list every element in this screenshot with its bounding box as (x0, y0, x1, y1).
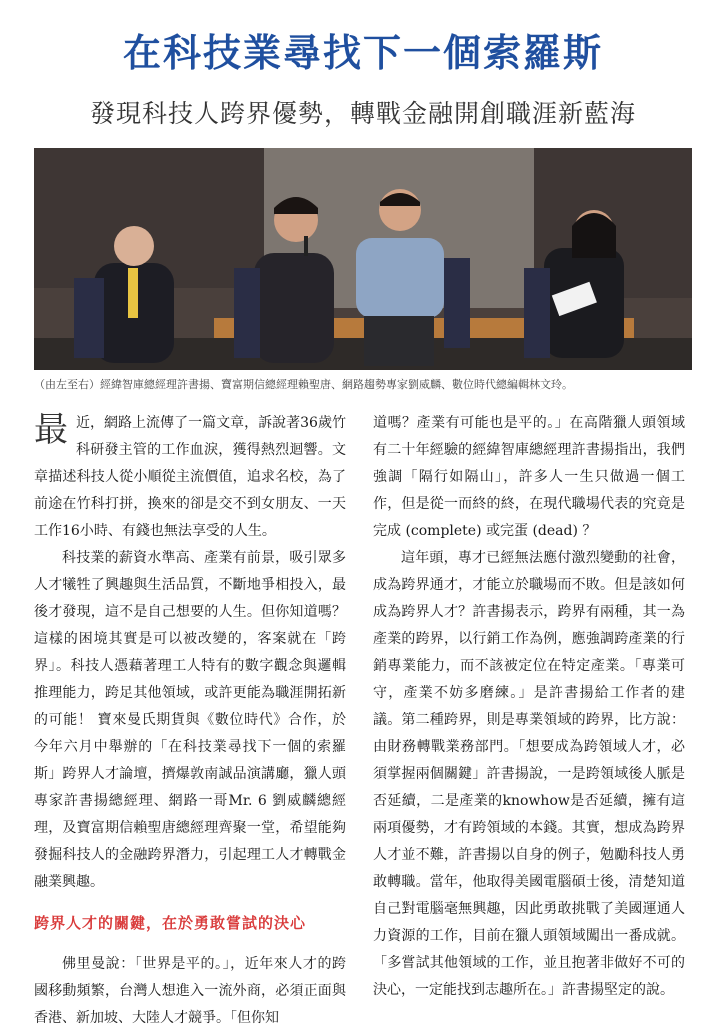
article-title: 在科技業尋找下一個索羅斯 (122, 31, 603, 75)
paragraph-text: 近，網路上流傳了一篇文章，訴說著36歲竹科研發主管的工作血淚，獲得熱烈迴響。文章描述科技人從小順從主流價值，追求名校，為了前途在竹科打拼，換來的卻是交不到女朋友、一天工作16小時、有錢也無法享受的人生。 (34, 415, 346, 539)
photo-caption: （由左至右）經緯智庫總經理許書揚、寶富期信總經理賴聖唐、網路趨勢專家劉威麟、數位時代總編輯林文玲。 (34, 378, 573, 391)
paragraph: 道嗎？產業有可能也是平的。」在高階獵人頭領域有二十年經驗的經緯智庫總經理許書揚指出，我們強調「隔行如隔山」，許多人一生只做過一個工作，但是從一而終的終，在現代職場代表的究竟是完成 (complete) 或完蛋 (dead) ？ (373, 415, 685, 539)
paragraph: 科技業的薪資水準高、產業有前景，吸引眾多人才犧牲了興趣與生活品質，不斷地爭相投入，最後才發現，這不是自己想要的人生。但你知道嗎？這樣的困境其實是可以被改變的，客案就在「跨界」。科技人憑藉著理工人特有的數字觀念與邏輯推理能力，跨足其他領域，或許更能為職涯開拓新的可能！ 寶來曼氏期貨與《數位時代》合作，於今年六月中舉辦的「在科技業尋找下一個的索羅斯」跨界人才論壇，擠爆敦南誠品演講廳，獵人頭專家許書揚總經理、網路一哥Mr. 6 劉威麟總經理，及寶富期信賴聖唐總經理齊聚一堂，希望能夠發掘科技人的金融跨界潛力，引起理工人才轉戰金融業興趣。 (34, 550, 346, 890)
article-column-left (34, 410, 346, 1032)
drop-cap: 最 (34, 410, 68, 450)
panel-photo (34, 148, 692, 370)
article-column-right (373, 410, 685, 1004)
article-subtitle: 發現科技人跨界優勢，轉戰金融開創職涯新藍海 (89, 99, 636, 128)
section-heading: 跨界人才的關鍵，在於勇敢嘗試的決心 (34, 914, 307, 932)
paragraph: 這年頭，專才已經無法應付激烈變動的社會，成為跨界通才，才能立於職場而不敗。但是該如何成為跨界人才？許書揚表示，跨界有兩種，其一為產業的跨界，以行銷工作為例，應強調跨產業的行銷專業能力，而不該被定位在特定產業。「專業可守，產業不妨多磨練。」是許書揚給工作者的建議。第二種跨界，則是專業領域的跨界，比方說：由財務轉戰業務部門。「想要成為跨領域人才，必須掌握兩個關鍵」許書揚說，一是跨領域後人脈是否延續，二是產業的knowhow是否延續，擁有這兩項優勢，才有跨領域的本錢。其實，想成為跨界人才並不難，許書揚以自身的例子，勉勵科技人勇敢轉職。當年，他取得美國電腦碩士後，清楚知道自己對電腦毫無興趣，因此勇敢挑戰了美國運通人力資源的工作，目前在獵人頭領域闖出一番成就。「多嘗試其他領域的工作，並且抱著非做好不可的決心，一定能找到志趣所在。」許書揚堅定的說。 (373, 550, 685, 998)
paragraph (34, 410, 346, 545)
paragraph: 佛里曼說：「世界是平的。」，近年來人才的跨國移動頻繁，台灣人想進入一流外商，必須正面與香港、新加坡、大陸人才競爭。「但你知 (34, 956, 346, 1026)
